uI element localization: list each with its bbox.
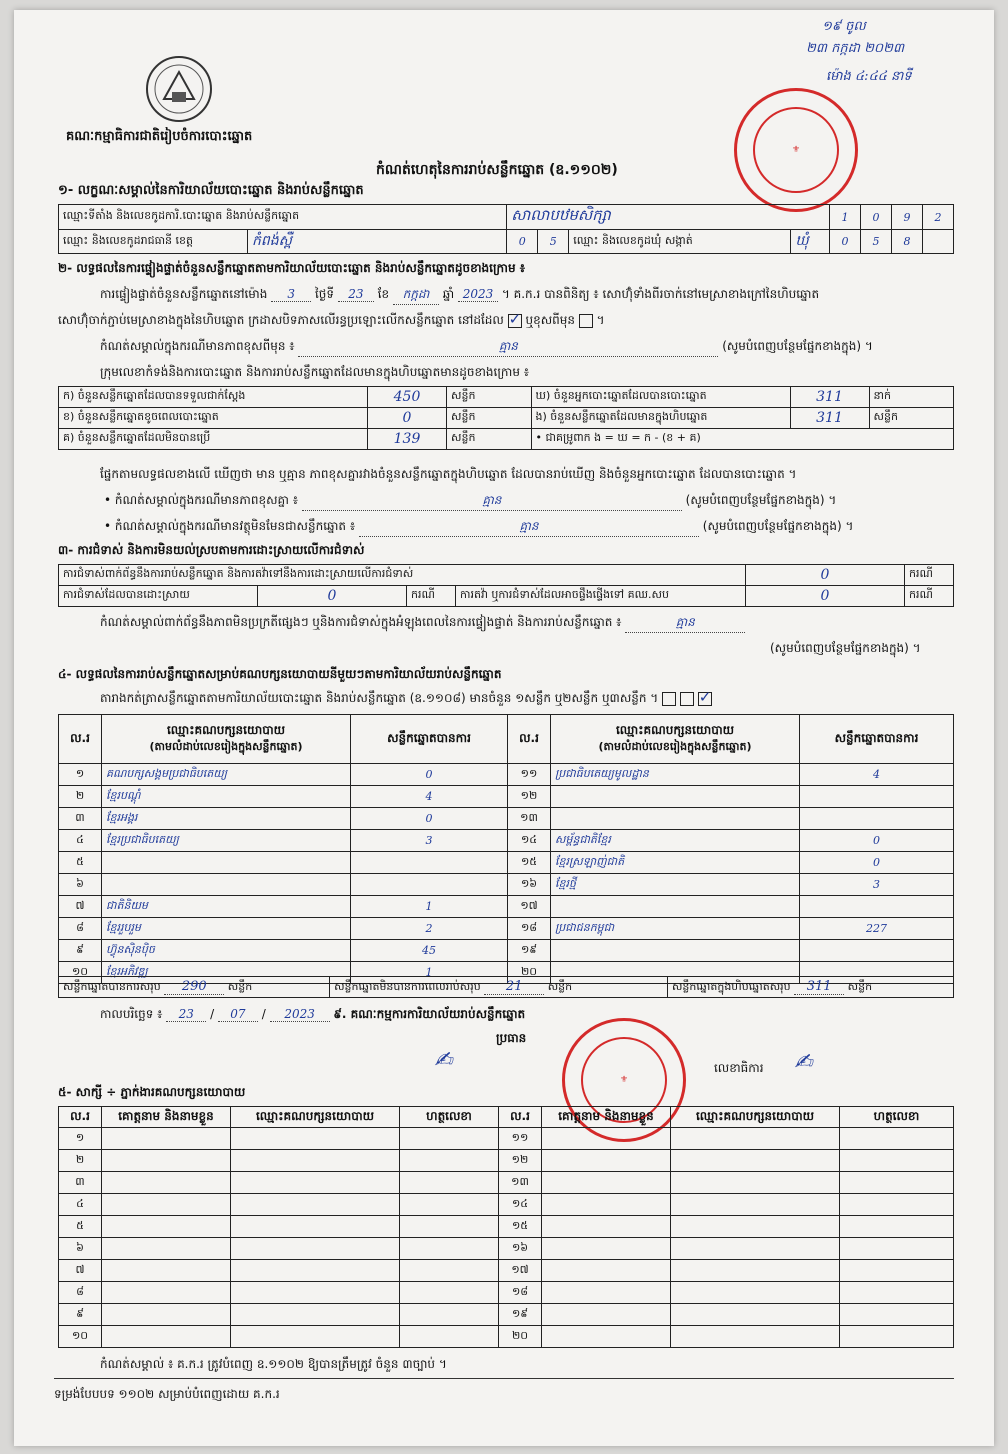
witness-party[interactable] (231, 1238, 400, 1260)
row-no: ២០ (499, 1326, 542, 1348)
committee-label: ៩. គណៈកម្មការការិយាល័យរាប់សន្លឹកឆ្នោត (333, 1007, 526, 1021)
date-label: កាលបរិច្ឆេទ ៖ (100, 1007, 163, 1021)
verification-line (100, 286, 980, 305)
witness-name[interactable] (102, 1282, 231, 1304)
date-day: 23 (166, 1007, 206, 1022)
party-votes: 3 (800, 874, 954, 896)
party-votes: 45 (351, 940, 508, 962)
row-no: ១ (59, 764, 102, 786)
party-name: ខ្មែរបណ្ដុំ (102, 786, 351, 808)
note2-label: • កំណត់សម្គាល់ក្នុងករណីមានភាពខុសគ្នា ៖ (104, 493, 299, 507)
voters-value: 311 (790, 387, 869, 408)
w-col-sign-left: ហត្ថលេខា (400, 1107, 499, 1128)
witness-party[interactable] (671, 1150, 840, 1172)
witness-signature[interactable] (400, 1304, 499, 1326)
received-unit: សន្លឹក (447, 387, 532, 408)
section2-heading: ២- លទ្ធផលនៃការផ្ទៀងផ្ទាត់ចំនួនសន្លឹកឆ្នោតតាមការិយាល័យបោះឆ្នោត និងរាប់សន្លឹកឆ្នោតដូចខាងក្រោម ៖ (58, 261, 526, 275)
w-col-name-left: គោត្តនាម និងនាមខ្លួន (102, 1107, 231, 1128)
resolved-value: 0 (258, 586, 407, 607)
witness-name[interactable] (102, 1260, 231, 1282)
table-row (59, 830, 954, 852)
verification-year: 2023 (458, 287, 498, 302)
witness-party[interactable] (231, 1128, 400, 1150)
party-votes: 0 (800, 830, 954, 852)
row-no: ៣ (59, 808, 102, 830)
witness-row (59, 1216, 954, 1238)
col-no-right: ល.រ (508, 715, 551, 764)
party-name: ខ្មែរប្រជាធិបតេយ្យ (102, 830, 351, 852)
party-votes: 1 (351, 896, 508, 918)
total-box-label: សន្លឹកឆ្នោតក្នុងហិបឆ្នោតសរុប (671, 979, 791, 993)
objection-table (58, 564, 954, 607)
location-code-3: 9 (892, 205, 923, 230)
verification-text-d: ឆ្នាំ (442, 287, 455, 301)
verification-text-e: ។ គ.ក.រ បានពិនិត្យ ៖ សោហ៊ុំទាំងពីរចាក់នៅមេស្រាខាងក្រៅនៃហិបឆ្នោត (501, 287, 820, 301)
party-name: ប្រជាធិបតេយ្យមូលដ្ឋាន (551, 764, 800, 786)
witness-party[interactable] (231, 1194, 400, 1216)
row-no: ៦ (59, 1238, 102, 1260)
row-no: ១១ (499, 1128, 542, 1150)
form-title: កំណត់ហេតុនៃការរាប់សន្លឹកឆ្នោត (ឧ.១១០២) (376, 162, 618, 178)
w-col-no-left: ល.រ (59, 1107, 102, 1128)
objection-unit: ករណី (905, 565, 954, 586)
witness-name[interactable] (102, 1128, 231, 1150)
row-no: ១៣ (508, 808, 551, 830)
w-col-name-right: គោត្តនាម និងនាមខ្លួន (542, 1107, 671, 1128)
location-label: ឈ្មោះទីតាំង និងលេខកូដការិ.បោះឆ្នោត និងរាប់សន្លឹកឆ្នោត (59, 205, 507, 230)
section4-heading: ៤- លទ្ធផលនៃការរាប់សន្លឹកឆ្នោតសម្រាប់គណបក្សនយោបាយនីមួយៗតាមការិយាល័យរាប់សន្លឹកឆ្នោត (58, 667, 502, 681)
witness-party[interactable] (231, 1150, 400, 1172)
location-code-1: 1 (830, 205, 861, 230)
party-name (102, 874, 351, 896)
witness-party[interactable] (671, 1172, 840, 1194)
row-no: ២ (59, 1150, 102, 1172)
witness-row (59, 1326, 954, 1348)
witness-name[interactable] (542, 1260, 671, 1282)
col-party-left (102, 715, 351, 764)
row-no: ២០ (508, 962, 551, 984)
province-label: ឈ្មោះ និងលេខកូដរាជធានី ខេត្ត (59, 230, 248, 254)
witness-party[interactable] (231, 1216, 400, 1238)
witness-name[interactable] (102, 1194, 231, 1216)
row-no: ៤ (59, 1194, 102, 1216)
row-no: ៧ (59, 896, 102, 918)
witness-party[interactable] (671, 1238, 840, 1260)
note1-label: កំណត់សម្គាល់ក្នុងករណីមានភាពខុសពីមុន ៖ (100, 339, 295, 353)
table-row (59, 852, 954, 874)
chair-label: ប្រធាន (496, 1031, 527, 1045)
total-valid-label: សន្លឹកឆ្នោតបានការសរុប (63, 979, 161, 993)
committee-name: គណៈកម្មាធិការជាតិរៀបចំការបោះឆ្នោត (66, 129, 253, 144)
receipt-note-3: ម៉ោង ៤:៤៤ នាទី (826, 69, 912, 84)
section3-fill: (សូមបំពេញបន្ថែមផ្នែកខាងក្នុង) ។ (770, 641, 921, 655)
commune-code-3: 8 (892, 230, 923, 254)
resolved-label: ការជំទាស់ដែលបានដោះស្រាយ (59, 586, 258, 607)
results-table (58, 714, 954, 984)
table-row (59, 786, 954, 808)
party-name: ខ្មែរអង្គរ (102, 808, 351, 830)
witness-party[interactable] (671, 1216, 840, 1238)
row-no: ១៨ (499, 1282, 542, 1304)
witness-name[interactable] (542, 1326, 671, 1348)
seal-line: សោហ៊ុំចាក់ភ្ជាប់មេស្រាខាងក្នុងនៃហិបឆ្នោត ក្រដាសបិទភាសលើរន្ធប្រឡោះលើកសន្លឹកឆ្នោត នៅដដែល ✓ ឬខុសពីមុន ។ (58, 312, 958, 330)
party-votes: 0 (800, 852, 954, 874)
col-party-right (551, 715, 800, 764)
party-votes (800, 786, 954, 808)
party-votes: 1 (351, 962, 508, 984)
w-col-party-right: ឈ្មោះគណបក្សនយោបាយ (671, 1107, 840, 1128)
party-name (551, 786, 800, 808)
party-votes: 4 (800, 764, 954, 786)
note3-fill: (សូមបំពេញបន្ថែមផ្នែកខាងក្នុង) ។ (702, 519, 854, 533)
table-row (59, 940, 954, 962)
note2-line (104, 492, 964, 511)
verification-day: 23 (338, 287, 374, 302)
note2-value: គ្មាន (302, 492, 682, 511)
party-votes: 0 (351, 808, 508, 830)
row-no: ២ (59, 786, 102, 808)
witness-name[interactable] (542, 1304, 671, 1326)
table-row (59, 896, 954, 918)
witness-name[interactable] (102, 1326, 231, 1348)
row-no: ៣ (59, 1172, 102, 1194)
witness-party[interactable] (231, 1282, 400, 1304)
table-row (59, 918, 954, 940)
note3-line (104, 518, 964, 537)
province-code-2: 5 (538, 230, 569, 254)
note1-value: គ្មាន (298, 338, 718, 357)
seal-same-checkbox[interactable] (508, 314, 522, 328)
date-month: 07 (218, 1007, 258, 1022)
row-no: ១៨ (508, 918, 551, 940)
total-box-cell (667, 977, 953, 998)
row-no: ៧ (59, 1260, 102, 1282)
section3-note-label: កំណត់សម្គាល់ពាក់ព័ន្ធនឹងភាពមិនប្រក្រតីផ្សេងៗ ឬនិងការជំទាស់ក្នុងអំឡុងពេលនៃការផ្ទៀងផ្ទាត់ និងការរាប់សន្លឹកឆ្នោត ៖ (100, 615, 622, 629)
location-code-4: 2 (923, 205, 954, 230)
total-invalid-value: 21 (484, 979, 544, 995)
sheets-1-checkbox[interactable] (662, 692, 676, 706)
section3-heading: ៣- ការជំទាស់ និងការមិនយល់ស្របតាមការដោះស្រាយលើការជំទាស់ (58, 543, 365, 557)
spoiled-unit: សន្លឹក (447, 408, 532, 429)
note1-fill: (សូមបំពេញបន្ថែមផ្នែកខាងក្នុង) ។ (722, 339, 873, 353)
witness-signature[interactable] (840, 1326, 954, 1348)
spoiled-label: ខ) ចំនួនសន្លឹកឆ្នោតខូចពេលបោះឆ្នោត (59, 408, 368, 429)
date-line: កាលបរិច្ឆេទ ៖ 23 / 07 / 2023 ៩. គណៈកម្មការការិយាល័យរាប់សន្លឹកឆ្នោត (100, 1007, 526, 1021)
total-valid-cell (59, 977, 330, 998)
verification-month: កក្កដា (393, 286, 439, 305)
row-no: ១០ (59, 962, 102, 984)
secretary-signature: ✍︎ (794, 1050, 813, 1075)
appeal-label: ការតវ៉ា ឬការជំទាស់ដែលអាចផ្ទឹងផ្ទើងទៅ គឈ.សប (456, 586, 746, 607)
w-col-sign-right: ហត្ថលេខា (840, 1107, 954, 1128)
counting-intro: ក្រុមលេខាកំទង់និងការបោះឆ្នោត និងការរាប់សន្លឹកឆ្នោតដែលមានក្នុងហិបឆ្នោតមានដូចខាងក្រោម ៖ (100, 365, 530, 379)
section1-table (58, 204, 954, 254)
witness-signature[interactable] (400, 1194, 499, 1216)
witness-name[interactable] (542, 1194, 671, 1216)
witness-signature[interactable] (400, 1128, 499, 1150)
party-votes: 0 (351, 764, 508, 786)
row-no: ៥ (59, 852, 102, 874)
witness-party[interactable] (671, 1194, 840, 1216)
section3-note (100, 614, 970, 633)
witness-signature[interactable] (840, 1238, 954, 1260)
party-votes (800, 940, 954, 962)
witness-party[interactable] (231, 1326, 400, 1348)
col-no-left: ល.រ (59, 715, 102, 764)
row-no: ៩ (59, 940, 102, 962)
verification-text-a: ការផ្ទៀងផ្ទាត់ចំនួនសន្លឹកឆ្នោតនៅម៉ោង (100, 287, 268, 301)
row-no: ១៦ (499, 1238, 542, 1260)
difference-line: ផ្នែកតាមលទ្ធផលខាងលើ ឃើញថា មាន ឬគ្មាន ភាពខុសគ្នារវាងចំនួនសន្លឹកឆ្នោតក្នុងហិបឆ្នោត ដែលបានរាប់ឃើញ និងចំនួនអ្នកបោះឆ្នោត ដែលបានបោះឆ្នោត ។ (100, 467, 797, 481)
party-votes: 4 (351, 786, 508, 808)
witness-row (59, 1172, 954, 1194)
inbox-unit: សន្លឹក (869, 408, 954, 429)
witness-row (59, 1128, 954, 1150)
party-name: ហ៊្វុនស៊ិនប៉ិច (102, 940, 351, 962)
seal-changed-checkbox[interactable] (579, 314, 593, 328)
party-name: ខ្មែររួបរួម (102, 918, 351, 940)
row-no: ១៥ (499, 1216, 542, 1238)
party-votes: 227 (800, 918, 954, 940)
row-no: ១៤ (499, 1194, 542, 1216)
party-votes (800, 808, 954, 830)
unused-label: គ) ចំនួនសន្លឹកឆ្នោតដែលមិនបានប្រើ (59, 429, 368, 450)
party-votes: 3 (351, 830, 508, 852)
witness-signature[interactable] (840, 1216, 954, 1238)
party-name (551, 896, 800, 918)
witness-name[interactable] (542, 1172, 671, 1194)
sheets-3-checkbox[interactable] (698, 692, 712, 706)
col-party-right-title: ឈ្មោះគណបក្សនយោបាយ (615, 723, 735, 737)
verification-text-b: ថ្ងៃទី (315, 287, 335, 301)
total-valid-value: 290 (164, 979, 224, 995)
witness-party[interactable] (231, 1172, 400, 1194)
row-no: ១ (59, 1128, 102, 1150)
col-party-right-sub: (តាមលំដាប់លេខរៀងក្នុងសន្លឹកឆ្នោត) (598, 740, 752, 753)
witness-signature[interactable] (400, 1216, 499, 1238)
receipt-note-2: ២៣ កក្កដា ២០២៣ (806, 41, 905, 56)
location-code-2: 0 (861, 205, 892, 230)
section4-intro-text: តារាងកត់ត្រាសន្លឹកឆ្នោតតាមការិយាល័យបោះឆ្នោត និងរាប់សន្លឹកឆ្នោត (ឧ.១១០៨) មានចំនួន ១សន្លឹក ឬ២សន្លឹក ឬ៣សន្លឹក ។ (100, 691, 659, 705)
voters-label: ឃ) ចំនួនអ្នកបោះឆ្នោតដែលបានបោះឆ្នោត (531, 387, 790, 408)
witness-party[interactable] (231, 1260, 400, 1282)
witness-signature[interactable] (400, 1150, 499, 1172)
row-no: ១៥ (508, 852, 551, 874)
row-no: ១៣ (499, 1172, 542, 1194)
unused-value: 139 (368, 429, 447, 450)
received-value: 450 (368, 387, 447, 408)
counting-table (58, 386, 954, 450)
table-row (59, 874, 954, 896)
witness-row (59, 1304, 954, 1326)
province-value: កំពង់ស្ពឺ (248, 230, 507, 254)
witness-party[interactable] (671, 1260, 840, 1282)
party-votes (351, 874, 508, 896)
row-no: ៦ (59, 874, 102, 896)
witness-signature[interactable] (840, 1172, 954, 1194)
commune-label: ឈ្មោះ និងលេខកូដឃុំ សង្កាត់ (569, 230, 791, 254)
objection-value: 0 (746, 565, 905, 586)
official-stamp-top: ⚜ (734, 88, 858, 212)
received-label: ក) ចំនួនសន្លឹកឆ្នោតដែលបានទទួលជាក់ស្តែង (59, 387, 368, 408)
note3-label: • កំណត់សម្គាល់ក្នុងករណីមានវត្ថុមិនមែនជាសន្លឹកឆ្នោត ៖ (104, 519, 356, 533)
witness-row (59, 1238, 954, 1260)
row-no: ៥ (59, 1216, 102, 1238)
province-code-1: 0 (507, 230, 538, 254)
witness-name[interactable] (542, 1238, 671, 1260)
witness-signature[interactable] (840, 1150, 954, 1172)
total-valid-unit: សន្លឹក (227, 979, 253, 993)
footer-divider (54, 1378, 954, 1379)
row-no: ៨ (59, 1282, 102, 1304)
totals-table (58, 976, 954, 998)
party-votes (351, 852, 508, 874)
witness-name[interactable] (542, 1128, 671, 1150)
witness-name[interactable] (542, 1282, 671, 1304)
row-no: ១៧ (508, 896, 551, 918)
row-no: ១២ (508, 786, 551, 808)
party-name: ខ្មែរស្រឡាញ់ជាតិ (551, 852, 800, 874)
appeal-unit: ករណី (905, 586, 954, 607)
party-name: សម្ព័ន្ធជាតិខ្មែរ (551, 830, 800, 852)
form-sheet (14, 10, 994, 1446)
witness-name[interactable] (102, 1304, 231, 1326)
total-box-unit: សន្លឹក (847, 979, 873, 993)
witness-signature[interactable] (400, 1326, 499, 1348)
commune-code-1: 0 (830, 230, 861, 254)
witness-signature[interactable] (400, 1238, 499, 1260)
col-votes-left: សន្លឹកឆ្នោតបានការ (351, 715, 508, 764)
col-votes-right: សន្លឹកឆ្នោតបានការ (800, 715, 954, 764)
party-name: គណបក្សសង្គមប្រជាធិបតេយ្យ (102, 764, 351, 786)
witness-name[interactable] (542, 1150, 671, 1172)
row-no: ១០ (59, 1326, 102, 1348)
voters-unit: នាក់ (869, 387, 954, 408)
party-name: ខ្មែរអភិវឌ្ឍ (102, 962, 351, 984)
row-no: ១៤ (508, 830, 551, 852)
seal-changed-label: ឬខុសពីមុន (525, 313, 575, 327)
witness-name[interactable] (542, 1216, 671, 1238)
party-name: ប្រជាជនកម្ពុជា (551, 918, 800, 940)
date-year: 2023 (270, 1007, 330, 1022)
note3-value: គ្មាន (359, 518, 699, 537)
appeal-value: 0 (746, 586, 905, 607)
sheets-2-checkbox[interactable] (680, 692, 694, 706)
note2-fill: (សូមបំពេញបន្ថែមផ្នែកខាងក្នុង) ។ (685, 493, 837, 507)
table-row (59, 764, 954, 786)
witness-signature[interactable] (840, 1128, 954, 1150)
row-no: ១២ (499, 1150, 542, 1172)
witness-signature[interactable] (400, 1282, 499, 1304)
party-name: ជាតិនិយម (102, 896, 351, 918)
party-name: ខ្មែរថ្មី (551, 874, 800, 896)
spoiled-value: 0 (368, 408, 447, 429)
witness-signature[interactable] (400, 1172, 499, 1194)
note1-line (100, 338, 960, 357)
witness-row (59, 1150, 954, 1172)
formula-label: • ជាគម្រូពាក ង = ឃ = ក - (ខ + គ) (531, 429, 954, 450)
party-votes: 2 (351, 918, 508, 940)
row-no: ៨ (59, 918, 102, 940)
location-value: សាលាបឋមសិក្សា (507, 205, 830, 230)
national-emblem-icon (144, 54, 214, 124)
resolved-unit: ករណី (407, 586, 456, 607)
section5-heading: ៥- សាក្សី ÷ ភ្នាក់ងារគណបក្សនយោបាយ (58, 1085, 246, 1099)
receipt-note-1: ១៩ ចូល (822, 19, 866, 34)
verification-time: 3 (271, 287, 311, 302)
party-name (102, 852, 351, 874)
row-no: ១៦ (508, 874, 551, 896)
witness-party[interactable] (231, 1304, 400, 1326)
chair-signature: ✍︎ (434, 1048, 453, 1073)
party-name (551, 940, 800, 962)
section5-footnote: កំណត់សម្គាល់ ៖ គ.ក.រ ត្រូវបំពេញ ឧ.១១០២ ឱ្យបានត្រឹមត្រូវ ចំនួន ៣ច្បាប់ ។ (100, 1357, 447, 1371)
row-no: ១៧ (499, 1260, 542, 1282)
witness-name[interactable] (102, 1216, 231, 1238)
section1-heading: ១- លក្ខណៈសម្គាល់នៃការិយាល័យបោះឆ្នោត និងរាប់សន្លឹកឆ្នោត (58, 183, 364, 198)
inbox-label: ង) ចំនួនសន្លឹកឆ្នោតដែលមានក្នុងហិបឆ្នោត (531, 408, 790, 429)
col-party-left-title: ឈ្មោះគណបក្សនយោបាយ (166, 723, 286, 737)
total-invalid-cell (330, 977, 668, 998)
witness-party[interactable] (671, 1326, 840, 1348)
witness-table (58, 1106, 954, 1348)
witness-name[interactable] (102, 1238, 231, 1260)
row-no: ៩ (59, 1304, 102, 1326)
total-invalid-label: សន្លឹកឆ្នោតមិនបានការពេលរាប់សរុប (334, 979, 481, 993)
witness-party[interactable] (671, 1304, 840, 1326)
witness-name[interactable] (102, 1172, 231, 1194)
commune-code-2: 5 (861, 230, 892, 254)
form-footer: ទម្រង់បែបបទ ១១០២ សម្រាប់បំពេញដោយ គ.ក.រ (54, 1387, 280, 1401)
section3-note-value: គ្មាន (625, 614, 745, 633)
col-party-left-sub: (តាមលំដាប់លេខរៀងក្នុងសន្លឹកឆ្នោត) (149, 740, 303, 753)
table-row (59, 808, 954, 830)
row-no: ៤ (59, 830, 102, 852)
inbox-value: 311 (790, 408, 869, 429)
row-no: ១៩ (499, 1304, 542, 1326)
seal-text: សោហ៊ុំចាក់ភ្ជាប់មេស្រាខាងក្នុងនៃហិបឆ្នោត ក្រដាសបិទភាសលើរន្ធប្រឡោះលើកសន្លឹកឆ្នោត នៅដដែល (58, 313, 504, 327)
row-no: ១១ (508, 764, 551, 786)
official-stamp-bottom: ⚜ (562, 1018, 686, 1142)
witness-row (59, 1194, 954, 1216)
witness-name[interactable] (102, 1150, 231, 1172)
commune-value: ឃុំ (791, 230, 830, 254)
witness-row (59, 1260, 954, 1282)
total-invalid-unit: សន្លឹក (547, 979, 573, 993)
total-box-value: 311 (794, 979, 844, 995)
witness-signature[interactable] (840, 1194, 954, 1216)
witness-party[interactable] (671, 1282, 840, 1304)
witness-party[interactable] (671, 1128, 840, 1150)
party-votes (800, 896, 954, 918)
verification-text-c: ខែ (377, 287, 390, 301)
w-col-no-right: ល.រ (499, 1107, 542, 1128)
witness-row (59, 1282, 954, 1304)
witness-signature[interactable] (840, 1260, 954, 1282)
party-name (551, 808, 800, 830)
unused-unit: សន្លឹក (447, 429, 532, 450)
w-col-party-left: ឈ្មោះគណបក្សនយោបាយ (231, 1107, 400, 1128)
section4-intro (100, 690, 712, 708)
witness-signature[interactable] (400, 1260, 499, 1282)
witness-signature[interactable] (840, 1304, 954, 1326)
objection-label: ការជំទាស់ពាក់ព័ន្ធនឹងការរាប់សន្លឹកឆ្នោត និងការតវ៉ាទៅនឹងការដោះស្រាយលើការជំទាស់ (59, 565, 746, 586)
row-no: ១៩ (508, 940, 551, 962)
witness-signature[interactable] (840, 1282, 954, 1304)
secretary-label: លេខាធិការ (714, 1061, 764, 1075)
